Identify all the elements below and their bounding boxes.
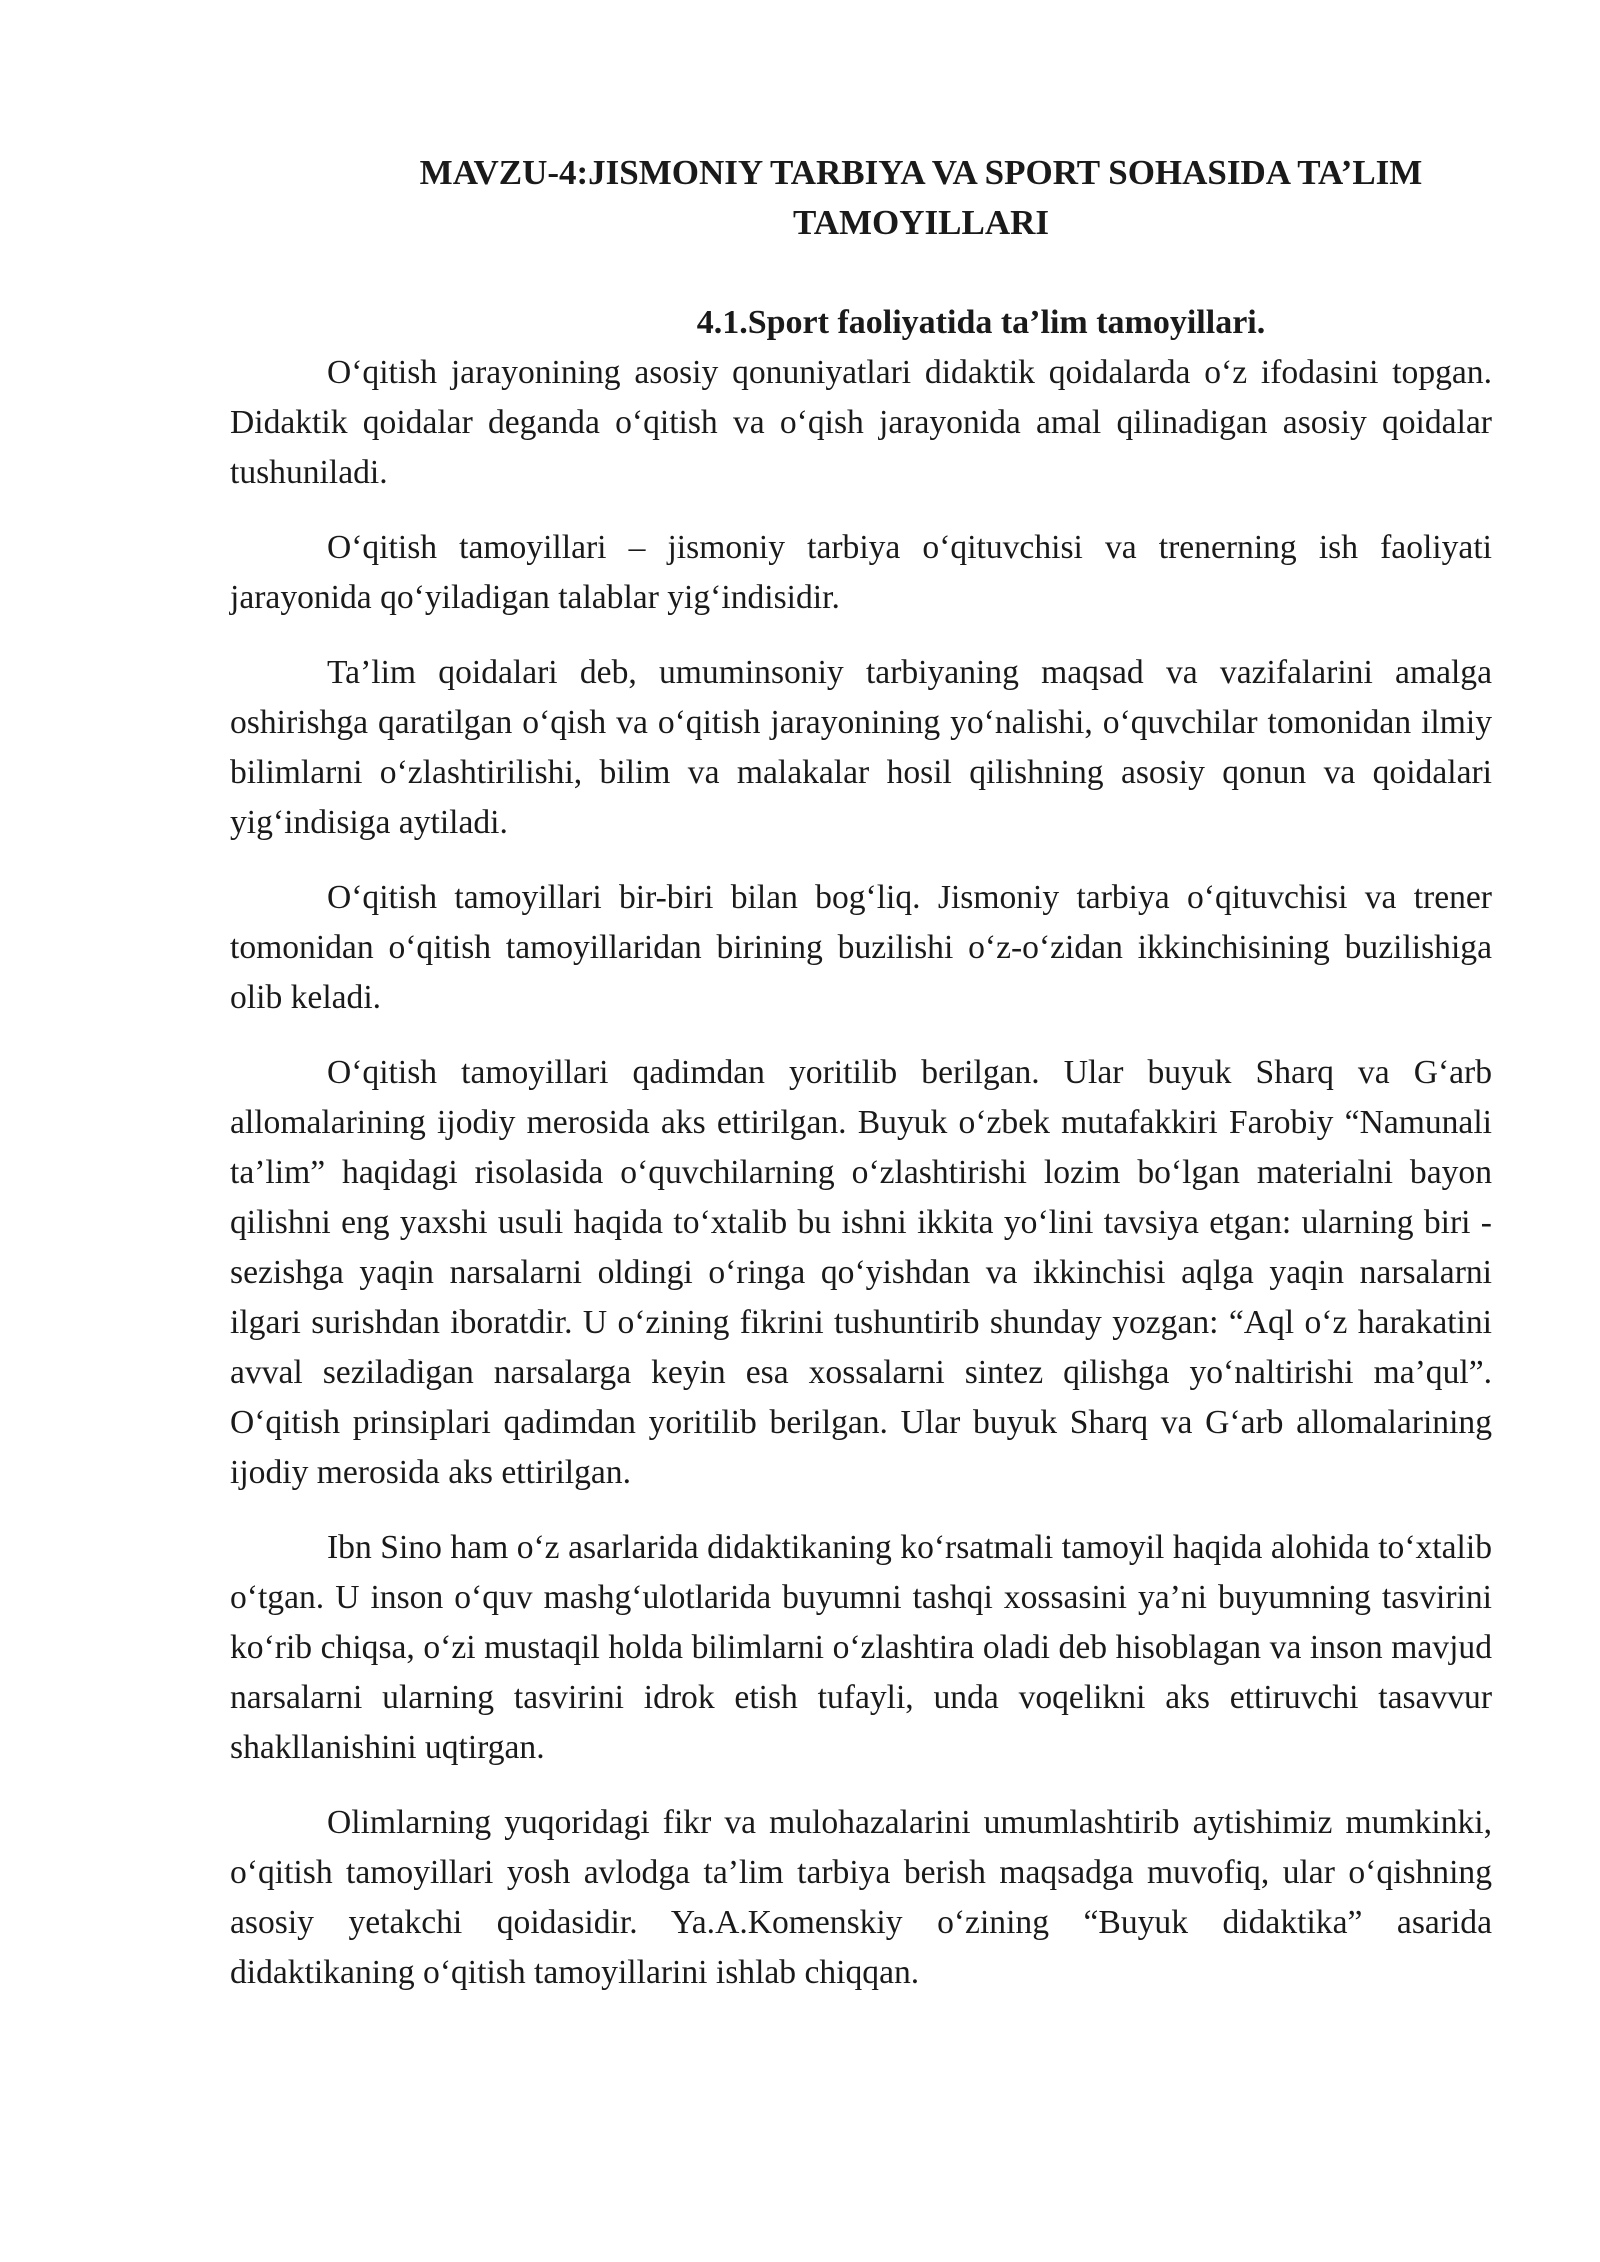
paragraph-6: Ibn Sino ham o‘z asarlarida didaktikaning ko‘rsatmali tamoyil haqida alohida to‘xtalib o‘tgan. U inson o‘quv mashg‘ulotlarida buyumni tashqi xossasini ya’ni buyumning tasvirini ko‘rib chiqsa, o‘zi mustaqil holda bilimlarni o‘zlashtira oladi deb hisoblagan va inson mavjud narsalarni ularning tasvirini idrok etish tufayli, unda voqelikni aks ettiruvchi tasavvur shakllanishini uqtirgan.	[230, 1529, 1492, 1766]
paragraph-3: Ta’lim qoidalari deb, umuminsoniy tarbiyaning maqsad va vazifalarini amalga oshirishga qaratilgan o‘qish va o‘qitish jarayonining yo‘nalishi, o‘quvchilar tomonidan ilmiy bilimlarni o‘zlashtirilishi, bilim va malakalar hosil qilishning asosiy qonun va qoidalari yig‘indisiga aytiladi.	[230, 654, 1492, 841]
paragraph-7: Olimlarning yuqoridagi fikr va mulohazalarini umumlashtirib aytishimiz mumkinki, o‘qitish tamoyillari yosh avlodga ta’lim tarbiya berish maqsadga muvofiq, ular o‘qishning asosiy yetakchi qoidasidir. Ya.A.Komenskiy o‘zining “Buyuk didaktika” asarida didaktikaning o‘qitish tamoyillarini ishlab chiqqan.	[230, 1804, 1492, 1991]
document-body	[230, 148, 1492, 2023]
document-title: MAVZU-4:JISMONIY TARBIYA VA SPORT SOHASIDA TA’LIM TAMOYILLARI	[419, 153, 1423, 242]
paragraph-1: O‘qitish jarayonining asosiy qonuniyatlari didaktik qoidalarda o‘z ifodasini topgan. Didaktik qoidalar deganda o‘qitish va o‘qish jarayonida amal qilinadigan asosiy qoidalar tushuniladi.	[230, 354, 1492, 491]
paragraph-5: O‘qitish tamoyillari qadimdan yoritilib berilgan. Ular buyuk Sharq va G‘arb allomalarining ijodiy merosida aks ettirilgan. Buyuk o‘zbek mutafakkiri Farobiy “Namunali ta’lim” haqidagi risolasida o‘quvchilarning o‘zlashtirishi lozim bo‘lgan materialni bayon qilishni eng yaxshi usuli haqida to‘xtalib bu ishni ikkita yo‘lini tavsiya etgan: ularning biri - sezishga yaqin narsalarni oldingi o‘ringa qo‘yishdan va ikkinchisi aqlga yaqin narsalarni ilgari surishdan iboratdir. U o‘zining fikrini tushuntirib shunday yozgan: “Aql o‘z harakatini avval seziladigan narsalarga keyin esa xossalarni sintez qilishga yo‘naltirishi ma’qul”. O‘qitish prinsiplari qadimdan yoritilib berilgan. Ular buyuk Sharq va G‘arb allomalarining ijodiy merosida aks ettirilgan.	[230, 1054, 1492, 1491]
paragraph-2: O‘qitish tamoyillari – jismoniy tarbiya o‘qituvchisi va trenerning ish faoliyati jarayonida qo‘yiladigan talablar yig‘indisidir.	[230, 529, 1492, 616]
section-heading: 4.1.Sport faoliyatida ta’lim tamoyillari.	[696, 304, 1266, 341]
paragraph-4: O‘qitish tamoyillari bir-biri bilan bog‘liq. Jismoniy tarbiya o‘qituvchisi va trener tomonidan o‘qitish tamoyillaridan birining buzilishi o‘z-o‘zidan ikkinchisining buzilishiga olib keladi.	[230, 879, 1492, 1016]
